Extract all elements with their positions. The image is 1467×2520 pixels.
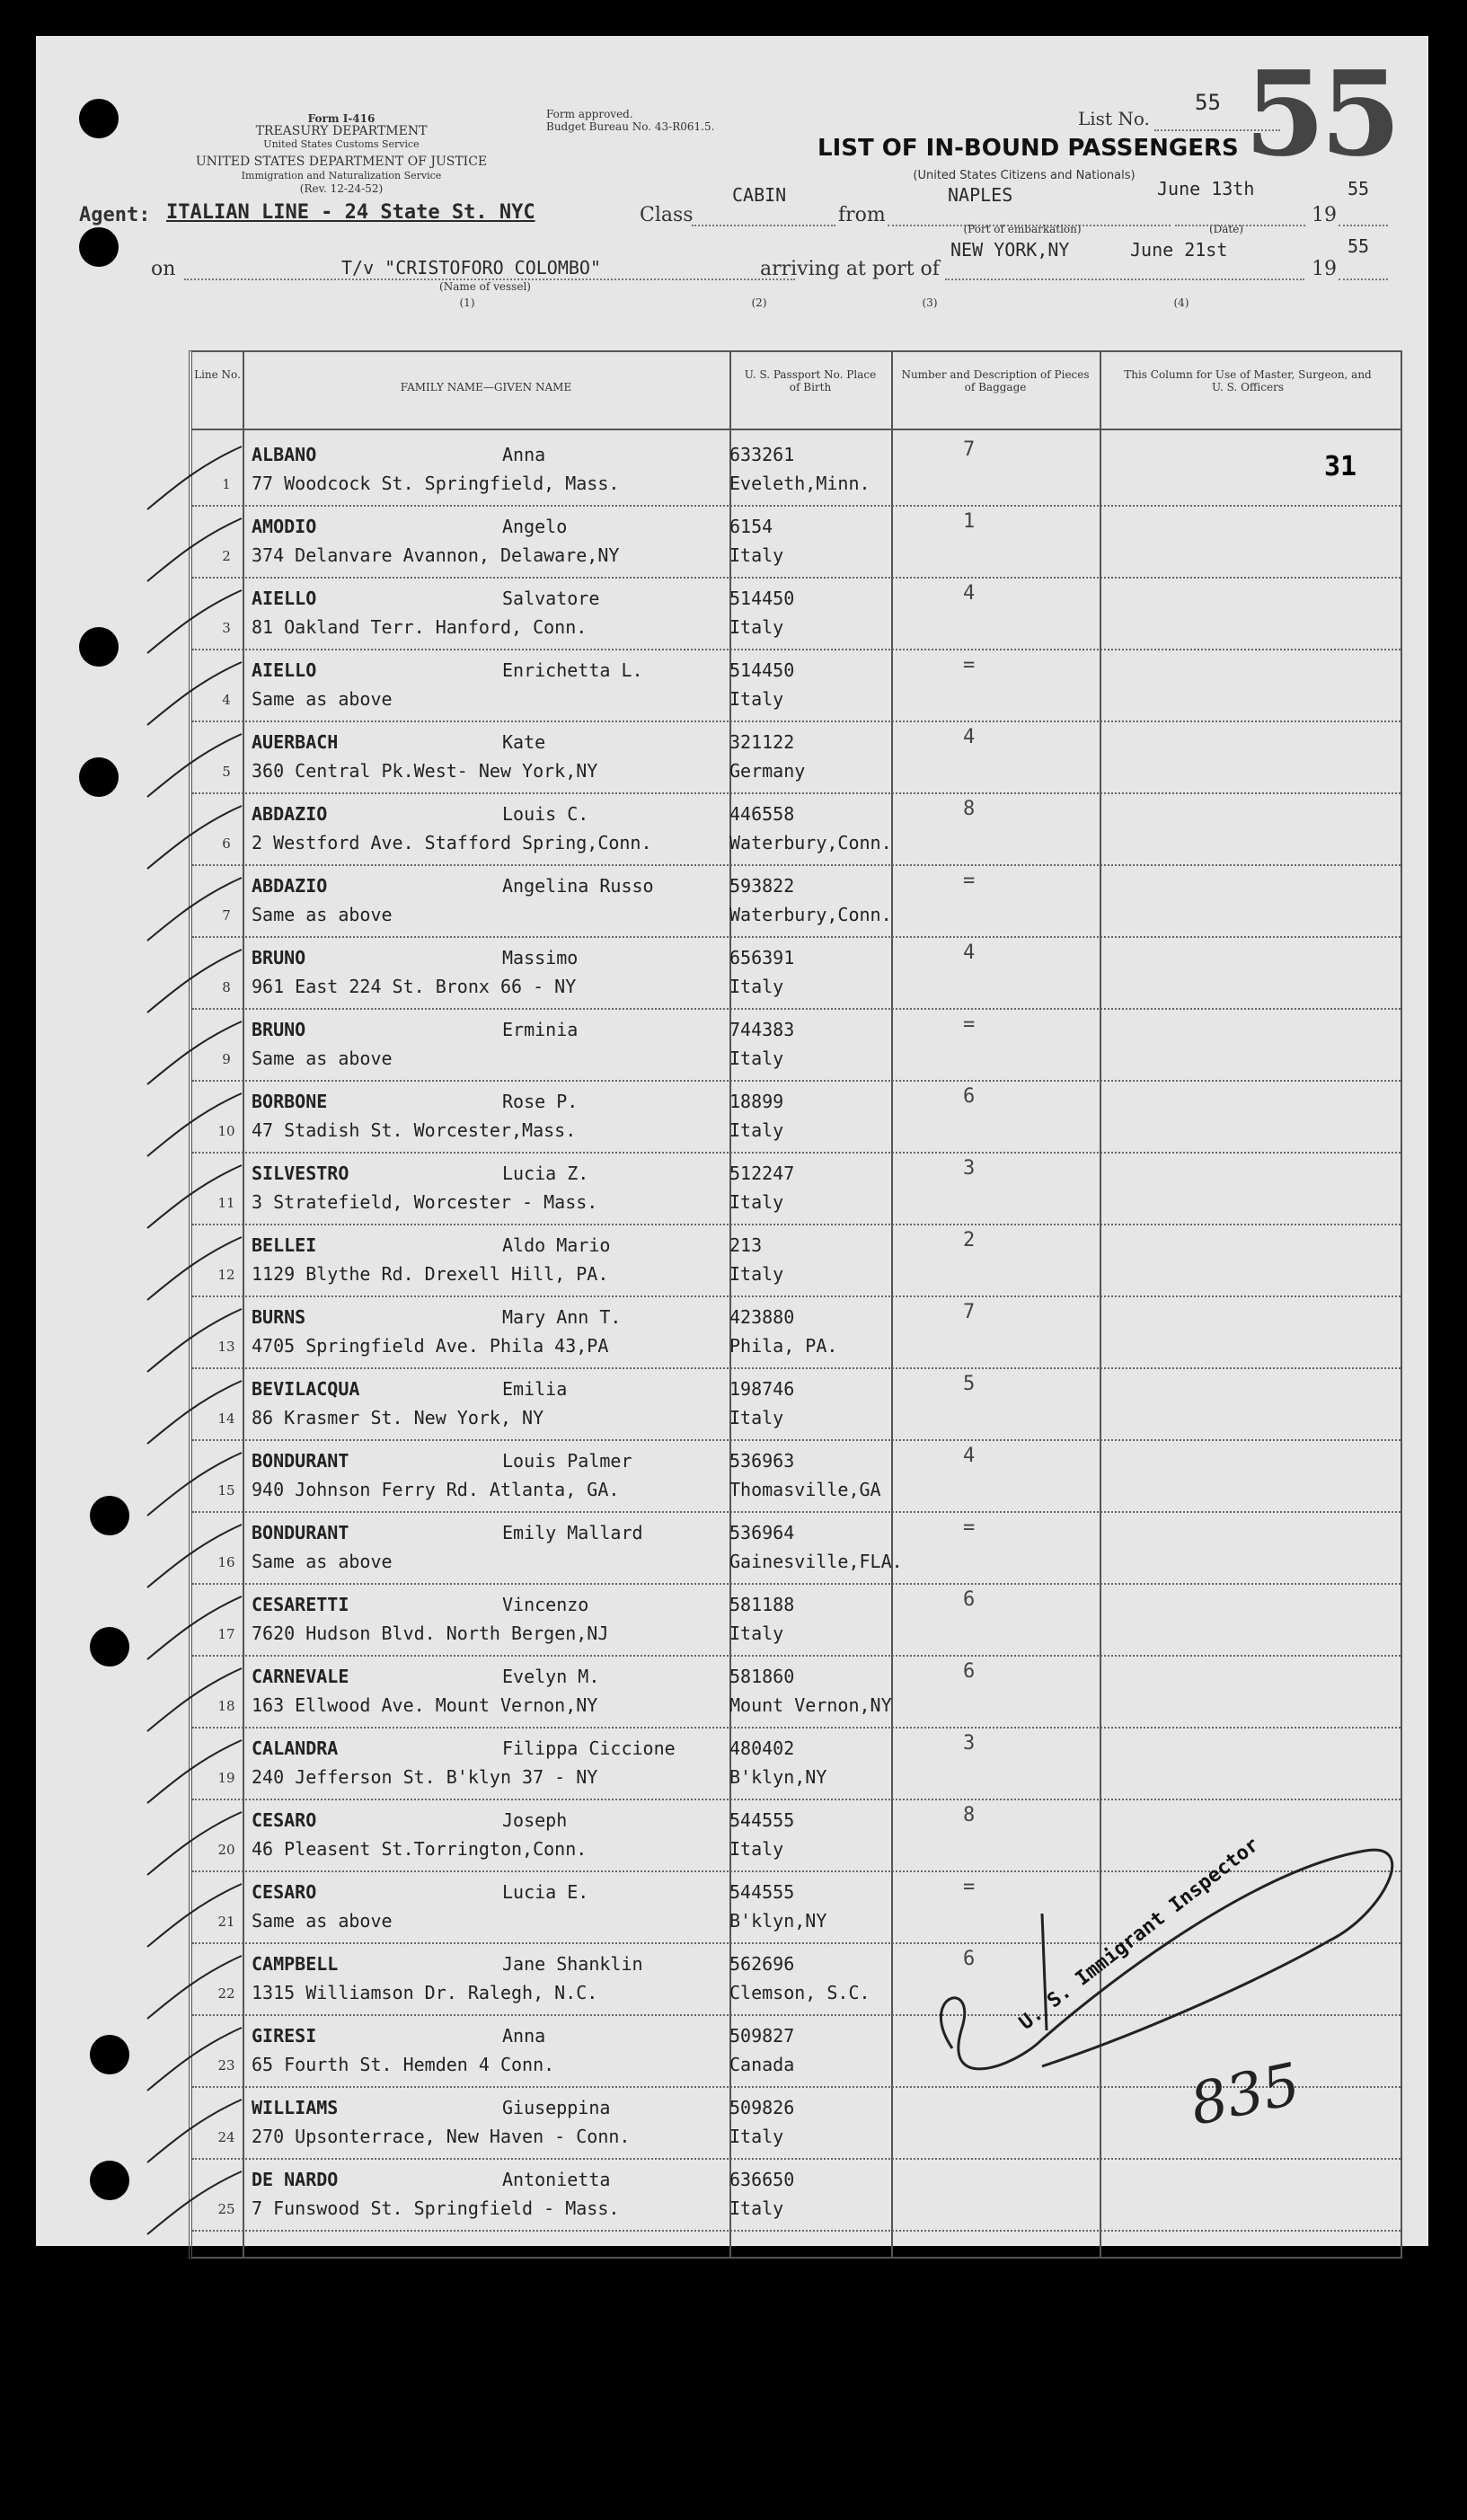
- passport-number: 744383: [729, 1019, 795, 1040]
- binder-hole: [90, 2035, 129, 2074]
- address: 77 Woodcock St. Springfield, Mass.: [252, 473, 620, 494]
- table-row: [192, 1080, 1401, 1154]
- binder-hole: [90, 2161, 129, 2200]
- baggage-count: =: [963, 1013, 976, 1036]
- family-name: AUERBACH: [252, 731, 339, 753]
- passport-number: 656391: [729, 947, 795, 968]
- table-row: [192, 1439, 1401, 1513]
- address: Same as above: [252, 1910, 393, 1932]
- table-row: [192, 1224, 1401, 1297]
- table-row: [192, 1152, 1401, 1225]
- baggage-count: 6: [963, 1085, 976, 1108]
- given-name: Vincenzo: [502, 1594, 589, 1615]
- passport-number: 636650: [729, 2169, 795, 2190]
- family-name: CESARO: [252, 1881, 317, 1903]
- check-mark-icon: [138, 1655, 246, 1736]
- family-name: BRUNO: [252, 1019, 306, 1040]
- stamped-list-number: 55: [1244, 45, 1396, 182]
- address: 961 East 224 St. Bronx 66 - NY: [252, 976, 577, 997]
- given-name: Joseph: [502, 1809, 568, 1831]
- place-of-birth: Thomasville,GA: [729, 1479, 881, 1500]
- table-row: [192, 505, 1401, 579]
- given-name: Emily Mallard: [502, 1522, 643, 1543]
- table-row: [192, 1655, 1401, 1729]
- customs-service: United States Customs Service: [263, 138, 420, 150]
- check-mark-icon: [138, 1367, 246, 1448]
- table-row: [192, 1511, 1401, 1585]
- address: 7 Funswood St. Springfield - Mass.: [252, 2197, 620, 2219]
- address: 270 Upsonterrace, New Haven - Conn.: [252, 2126, 631, 2147]
- baggage-count: 6: [963, 1660, 976, 1683]
- family-name: AMODIO: [252, 516, 317, 537]
- place-of-birth: Eveleth,Minn.: [729, 473, 870, 494]
- line-number: 14: [217, 1410, 235, 1427]
- line-number: 25: [217, 2201, 235, 2217]
- agent: ITALIAN LINE - 24 State St. NYC: [166, 201, 535, 224]
- check-mark-icon: [138, 864, 246, 945]
- given-name: Louis Palmer: [502, 1450, 632, 1472]
- inspector-stamp: U. S. Immigrant Inspector: [1015, 1834, 1264, 2035]
- line-number: 2: [222, 548, 231, 564]
- table-row: [192, 792, 1401, 866]
- given-name: Jane Shanklin: [502, 1953, 643, 1975]
- line-number: 17: [217, 1626, 235, 1642]
- address: 81 Oakland Terr. Hanford, Conn.: [252, 616, 588, 638]
- col-num-1: (1): [459, 296, 475, 309]
- check-mark-icon: [138, 2086, 246, 2167]
- address: 163 Ellwood Ave. Mount Vernon,NY: [252, 1694, 598, 1716]
- given-name: Anna: [502, 444, 546, 465]
- passport-number: 6154: [729, 516, 773, 537]
- col-num-2: (2): [751, 296, 767, 309]
- check-mark-icon: [138, 1870, 246, 1951]
- family-name: BELLEI: [252, 1234, 317, 1256]
- table-row: [192, 1295, 1401, 1369]
- place-of-birth: Italy: [729, 544, 784, 566]
- family-name: CESARETTI: [252, 1594, 349, 1615]
- baggage-count: 4: [963, 942, 976, 964]
- passport-number: 536964: [729, 1522, 795, 1543]
- passport-number: 536963: [729, 1450, 795, 1472]
- baggage-count: 8: [963, 1804, 976, 1826]
- year-prefix-1: 19: [1312, 204, 1337, 226]
- baggage-count: 3: [963, 1732, 976, 1755]
- check-mark-icon: [138, 1727, 246, 1808]
- baggage-count: =: [963, 870, 976, 892]
- check-mark-icon: [138, 1583, 246, 1664]
- family-name: CAMPBELL: [252, 1953, 339, 1975]
- year-line-2: [1339, 279, 1388, 280]
- baggage-count: 6: [963, 1588, 976, 1611]
- binder-hole: [79, 227, 119, 267]
- line-number: 19: [217, 1770, 235, 1786]
- line-number: 3: [222, 620, 231, 636]
- place-of-birth: Phila, PA.: [729, 1335, 838, 1357]
- place-of-birth: Italy: [729, 1048, 784, 1069]
- binder-hole: [79, 99, 119, 138]
- family-name: BONDURANT: [252, 1450, 349, 1472]
- family-name: GIRESI: [252, 2025, 317, 2047]
- place-of-birth: B'klyn,NY: [729, 1910, 827, 1932]
- binder-hole: [90, 1627, 129, 1667]
- line-number: 15: [217, 1482, 235, 1499]
- arrival-date: June 21st: [1130, 239, 1228, 261]
- address: 3 Stratefield, Worcester - Mass.: [252, 1191, 598, 1213]
- vessel-caption: (Name of vessel): [439, 280, 531, 293]
- list-no-label: List No.: [1078, 108, 1150, 129]
- year-prefix-2: 19: [1312, 258, 1337, 280]
- passport-number: 544555: [729, 1881, 795, 1903]
- given-name: Evelyn M.: [502, 1666, 600, 1687]
- treasury-dept: TREASURY DEPARTMENT: [255, 124, 428, 138]
- baggage-count: =: [963, 1516, 976, 1539]
- arrival-port-line: [945, 279, 1304, 280]
- table-row: [192, 1727, 1401, 1800]
- table-row: [192, 577, 1401, 650]
- line-number: 1: [222, 476, 231, 492]
- vessel-name: T/v "CRISTOFORO COLOMBO": [341, 257, 601, 279]
- passport-number: 514450: [729, 588, 795, 609]
- address: 360 Central Pk.West- New York,NY: [252, 760, 598, 782]
- address: Same as above: [252, 1551, 393, 1572]
- address: Same as above: [252, 1048, 393, 1069]
- address: 374 Delanvare Avannon, Delaware,NY: [252, 544, 620, 566]
- check-mark-icon: [138, 1799, 246, 1879]
- on-label: on: [151, 258, 176, 280]
- family-name: DE NARDO: [252, 2169, 339, 2190]
- given-name: Anna: [502, 2025, 546, 2047]
- given-name: Angelo: [502, 516, 568, 537]
- check-mark-icon: [138, 1942, 246, 2023]
- page-title: LIST OF IN-BOUND PASSENGERS: [817, 135, 1239, 162]
- table-row: [192, 936, 1401, 1010]
- family-name: BEVILACQUA: [252, 1378, 360, 1400]
- family-name: BRUNO: [252, 947, 306, 968]
- budget-bureau: Budget Bureau No. 43-R061.5.: [546, 120, 715, 133]
- list-no: 55: [1195, 90, 1221, 115]
- baggage-count: 5: [963, 1373, 976, 1395]
- place-of-birth: Clemson, S.C.: [729, 1982, 870, 2003]
- tally-mark: 835: [1184, 2051, 1306, 2139]
- line-number: 5: [222, 764, 231, 780]
- check-mark-icon: [138, 577, 246, 658]
- place-of-birth: Waterbury,Conn.: [729, 904, 892, 925]
- place-of-birth: B'klyn,NY: [729, 1766, 827, 1788]
- baggage-count: 8: [963, 798, 976, 820]
- baggage-count: 2: [963, 1229, 976, 1251]
- family-name: AIELLO: [252, 659, 317, 681]
- given-name: Kate: [502, 731, 546, 753]
- col-head-baggage: Number and Description of Pieces of Baggage: [901, 368, 1090, 393]
- given-name: Angelina Russo: [502, 875, 654, 897]
- baggage-count: =: [963, 1876, 976, 1898]
- passport-number: 198746: [729, 1378, 795, 1400]
- col-num-4: (4): [1173, 296, 1189, 309]
- address: 940 Johnson Ferry Rd. Atlanta, GA.: [252, 1479, 620, 1500]
- given-name: Louis C.: [502, 803, 589, 825]
- address: 4705 Springfield Ave. Phila 43,PA: [252, 1335, 609, 1357]
- address: Same as above: [252, 904, 393, 925]
- date-line: [1175, 225, 1305, 226]
- address: 86 Krasmer St. New York, NY: [252, 1407, 544, 1428]
- family-name: BURNS: [252, 1306, 306, 1328]
- given-name: Giuseppina: [502, 2097, 611, 2118]
- col-head-officers: This Column for Use of Master, Surgeon, and U. S. Officers: [1124, 368, 1372, 393]
- class-line: [692, 225, 835, 226]
- baggage-count: =: [963, 654, 976, 676]
- col-head-line: Line No.: [194, 368, 241, 381]
- baggage-count: 1: [963, 510, 976, 533]
- col-head-passport: U. S. Passport No. Place of Birth: [744, 368, 877, 393]
- place-of-birth: Italy: [729, 1407, 784, 1428]
- family-name: BORBONE: [252, 1091, 328, 1112]
- col-num-3: (3): [922, 296, 938, 309]
- place-of-birth: Italy: [729, 2126, 784, 2147]
- given-name: Rose P.: [502, 1091, 579, 1112]
- form-approved: Form approved.: [546, 108, 633, 120]
- line-number: 12: [217, 1267, 235, 1283]
- place-of-birth: Italy: [729, 1263, 784, 1285]
- class-value: CABIN: [732, 184, 787, 206]
- family-name: CESARO: [252, 1809, 317, 1831]
- header-rule: [192, 429, 1401, 430]
- line-number: 9: [222, 1051, 231, 1067]
- departure-year: 55: [1348, 178, 1370, 199]
- binder-hole: [79, 627, 119, 667]
- family-name: ABDAZIO: [252, 875, 328, 897]
- family-name: BONDURANT: [252, 1522, 349, 1543]
- given-name: Salvatore: [502, 588, 600, 609]
- given-name: Emilia: [502, 1378, 568, 1400]
- arrival-port: NEW YORK,NY: [950, 239, 1070, 261]
- address: 1315 Williamson Dr. Ralegh, N.C.: [252, 1982, 598, 2003]
- line-number: 11: [217, 1195, 235, 1211]
- family-name: CARNEVALE: [252, 1666, 349, 1687]
- class-label: Class: [640, 204, 694, 226]
- binder-hole: [79, 757, 119, 797]
- line-number: 6: [222, 836, 231, 852]
- check-mark-icon: [138, 1295, 246, 1376]
- check-mark-icon: [138, 433, 246, 514]
- col-head-name: FAMILY NAME—GIVEN NAME: [400, 381, 572, 393]
- line-number: 4: [222, 692, 231, 708]
- line-number: 18: [217, 1698, 235, 1714]
- check-mark-icon: [138, 721, 246, 801]
- check-mark-icon: [138, 1152, 246, 1233]
- arriving-label: arriving at port of: [760, 258, 940, 280]
- from-label: from: [838, 204, 886, 226]
- place-of-birth: Waterbury,Conn.: [729, 832, 892, 853]
- passport-number: 593822: [729, 875, 795, 897]
- passport-number: 512247: [729, 1163, 795, 1184]
- passport-number: 321122: [729, 731, 795, 753]
- line-number: 21: [217, 1914, 235, 1930]
- given-name: Antonietta: [502, 2169, 611, 2190]
- date-caption: (Date): [1208, 223, 1244, 235]
- address: 47 Stadish St. Worcester,Mass.: [252, 1119, 577, 1141]
- passport-number: 544555: [729, 1809, 795, 1831]
- line-number: 7: [222, 907, 231, 924]
- passport-number: 423880: [729, 1306, 795, 1328]
- check-mark-icon: [138, 649, 246, 729]
- embark-caption: (Port of embarkation): [963, 223, 1082, 235]
- address: 65 Fourth St. Hemden 4 Conn.: [252, 2054, 555, 2075]
- baggage-count: 4: [963, 582, 976, 605]
- place-of-birth: Italy: [729, 1838, 784, 1860]
- departure-date: June 13th: [1157, 178, 1255, 199]
- baggage-count: 4: [963, 726, 976, 748]
- baggage-count: 4: [963, 1445, 976, 1467]
- manifest-page: [36, 36, 1428, 2246]
- table-row: [192, 649, 1401, 722]
- passport-number: 581860: [729, 1666, 795, 1687]
- inspector-signature: [880, 1797, 1437, 2174]
- agent-label: Agent:: [79, 204, 151, 226]
- baggage-count: 7: [963, 438, 976, 461]
- table-row: [192, 1367, 1401, 1441]
- page-count: 31: [1324, 451, 1357, 482]
- place-of-birth: Italy: [729, 976, 784, 997]
- doj: UNITED STATES DEPARTMENT OF JUSTICE: [195, 155, 488, 169]
- place-of-birth: Italy: [729, 1191, 784, 1213]
- passport-number: 509826: [729, 2097, 795, 2118]
- place-of-birth: Italy: [729, 616, 784, 638]
- place-of-birth: Italy: [729, 2197, 784, 2219]
- check-mark-icon: [138, 1224, 246, 1304]
- ins: Immigration and Naturalization Service: [241, 170, 442, 181]
- check-mark-icon: [138, 1080, 246, 1161]
- address: 2 Westford Ave. Stafford Spring,Conn.: [252, 832, 652, 853]
- page-subtitle: (United States Citizens and Nationals): [913, 169, 1136, 182]
- given-name: Massimo: [502, 947, 579, 968]
- table-row: [192, 1008, 1401, 1082]
- line-number: 16: [217, 1554, 235, 1570]
- arrival-year: 55: [1348, 235, 1370, 257]
- place-of-birth: Italy: [729, 688, 784, 710]
- passport-number: 509827: [729, 2025, 795, 2047]
- given-name: Lucia Z.: [502, 1163, 589, 1184]
- given-name: Enrichetta L.: [502, 659, 643, 681]
- place-of-birth: Italy: [729, 1119, 784, 1141]
- line-number: 10: [217, 1123, 235, 1139]
- address: 240 Jefferson St. B'klyn 37 - NY: [252, 1766, 598, 1788]
- family-name: AIELLO: [252, 588, 317, 609]
- passport-number: 480402: [729, 1737, 795, 1759]
- family-name: SILVESTRO: [252, 1163, 349, 1184]
- passport-number: 213: [729, 1234, 763, 1256]
- family-name: ABDAZIO: [252, 803, 328, 825]
- family-name: ALBANO: [252, 444, 317, 465]
- given-name: Mary Ann T.: [502, 1306, 622, 1328]
- table-row: [192, 721, 1401, 794]
- family-name: CALANDRA: [252, 1737, 339, 1759]
- year-line-1: [1339, 225, 1388, 226]
- binder-hole: [90, 1496, 129, 1535]
- place-of-birth: Gainesville,FLA.: [729, 1551, 903, 1572]
- place-of-birth: Canada: [729, 2054, 795, 2075]
- family-name: WILLIAMS: [252, 2097, 339, 2118]
- address: 7620 Hudson Blvd. North Bergen,NJ: [252, 1623, 609, 1644]
- line-number: 23: [217, 2057, 235, 2073]
- address: Same as above: [252, 688, 393, 710]
- address: 1129 Blythe Rd. Drexell Hill, PA.: [252, 1263, 609, 1285]
- from-port: NAPLES: [948, 184, 1013, 206]
- check-mark-icon: [138, 2158, 246, 2239]
- baggage-count: 7: [963, 1301, 976, 1323]
- check-mark-icon: [138, 936, 246, 1017]
- given-name: Filippa Ciccione: [502, 1737, 676, 1759]
- place-of-birth: Italy: [729, 1623, 784, 1644]
- baggage-count: 3: [963, 1157, 976, 1180]
- place-of-birth: Germany: [729, 760, 806, 782]
- line-number: 13: [217, 1339, 235, 1355]
- check-mark-icon: [138, 505, 246, 586]
- passport-number: 562696: [729, 1953, 795, 1975]
- check-mark-icon: [138, 1439, 246, 1520]
- given-name: Erminia: [502, 1019, 579, 1040]
- baggage-count: 6: [963, 1948, 976, 1970]
- passport-number: 446558: [729, 803, 795, 825]
- place-of-birth: Mount Vernon,NY: [729, 1694, 892, 1716]
- line-number: 24: [217, 2129, 235, 2145]
- passport-number: 633261: [729, 444, 795, 465]
- passport-number: 581188: [729, 1594, 795, 1615]
- given-name: Lucia E.: [502, 1881, 589, 1903]
- line-number: 20: [217, 1842, 235, 1858]
- line-number: 22: [217, 1985, 235, 2002]
- form-number: Form I-416: [307, 112, 376, 125]
- address: 46 Pleasent St.Torrington,Conn.: [252, 1838, 588, 1860]
- table-row: [192, 433, 1401, 507]
- check-mark-icon: [138, 792, 246, 873]
- table-row: [192, 1583, 1401, 1657]
- given-name: Aldo Mario: [502, 1234, 611, 1256]
- check-mark-icon: [138, 1511, 246, 1592]
- check-mark-icon: [138, 2014, 246, 2095]
- passport-number: 514450: [729, 659, 795, 681]
- table-row: [192, 864, 1401, 938]
- line-number: 8: [222, 979, 231, 995]
- passport-number: 18899: [729, 1091, 784, 1112]
- check-mark-icon: [138, 1008, 246, 1089]
- form-revision: (Rev. 12-24-52): [299, 182, 384, 195]
